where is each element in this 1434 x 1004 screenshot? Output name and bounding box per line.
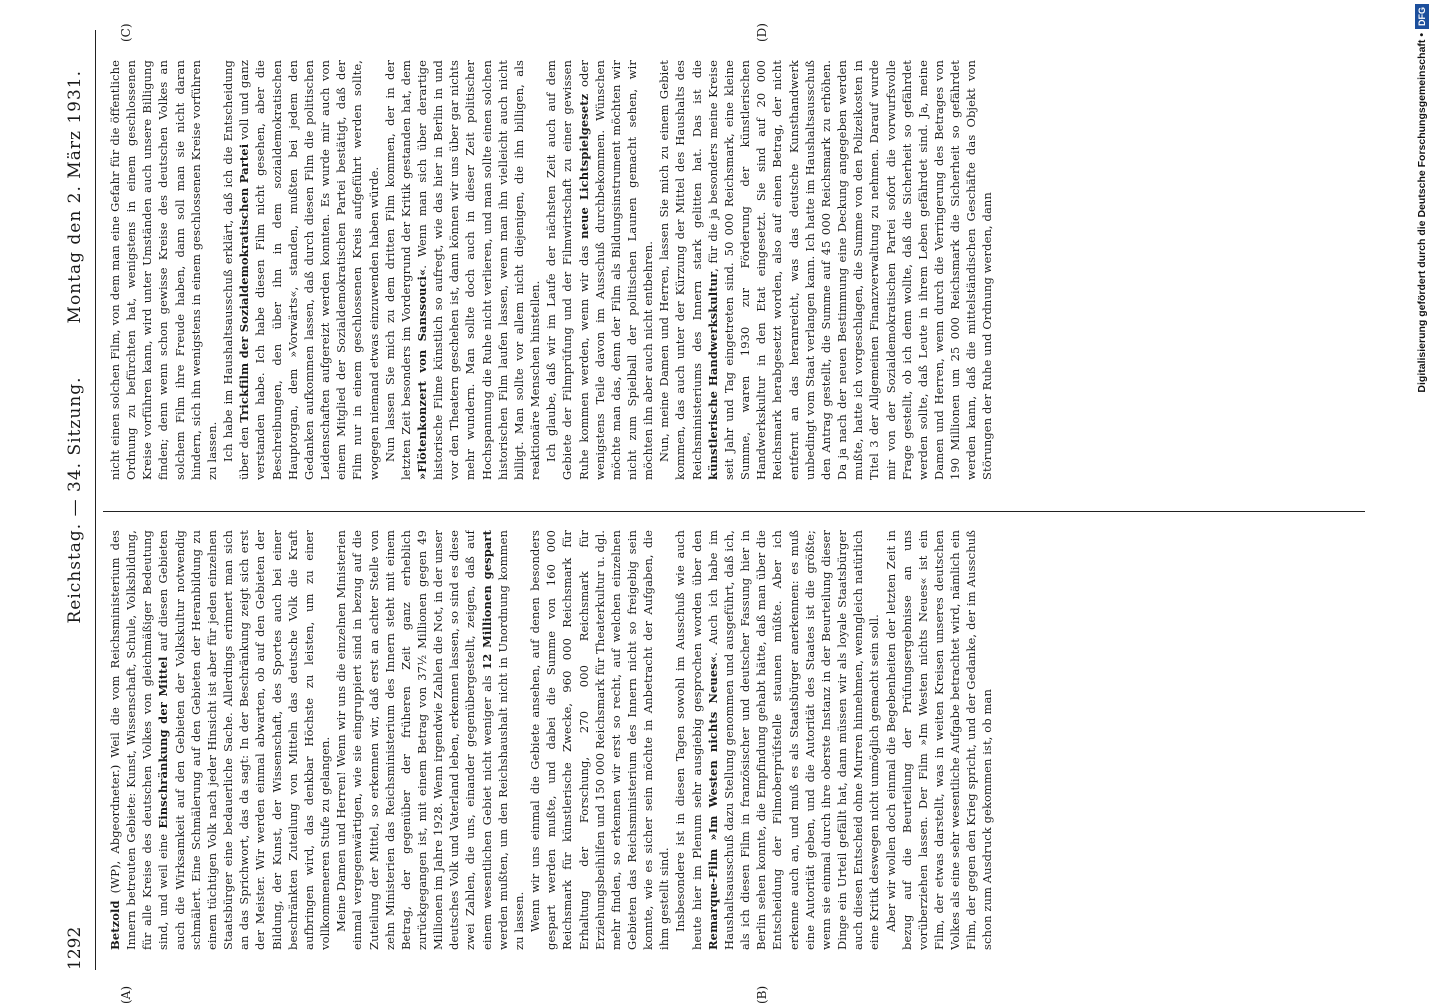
- paragraph-text: Ich glaube, daß wir im Laufe der nächsten Zeit auch auf dem Gebiete der Filmprüfung und der Filmwirtschaft zu einer gewissen Ruhe kommen werden, wenn wir das: [544, 60, 591, 480]
- paragraph: nicht einen solchen Film, von dem man eine Gefahr für die öffentliche Ordnung zu befürchten hat, wenigstens in einem geschlossenen Kreise vorführen kann, wird unter Umständen auch unsere Billigung finden; denn wenn schon gewisse Kreise des deutschen Volkes an solchem Film ihre Freude haben, dann soll man sie nicht daran hindern, sich ihn wenigstens in einem geschlossenen Kreise vorführen zu lassen.: [108, 60, 219, 480]
- emphasis: Einschränkung der Mittel: [156, 656, 171, 829]
- paragraph-text: auf diesen Gebieten auch die Wirksamkeit auf den Gebieten der Volkskultur notwendig schmälert. Eine Schmälerung auf den Gebieten der Heranbildung zu einem tüchtigen Volk nach jeder Hinsicht ist aber für jeden einzelnen Staatsbürger eine bedauerliche Sache. Allerdings erinnert man sich an das Sprichwort, das da sagt: In der Beschränkung zeigt sich erst der Meister. Wir werden einmal abwarten, ob auf den Gebieten der Bildung, der Kunst, der Wissenschaft, des Sportes auch bei einer beschränkten Zuteilung von Mitteln das deutsche Volk die Kraft aufbringen wird, das denkbar Höchste zu leisten, um zu einer vollkommeneren Stufe zu gelangen.: [156, 530, 333, 950]
- emphasis: künstlerische Handwerkskultur: [705, 271, 720, 480]
- page-number: 1292: [65, 926, 85, 970]
- paragraph-text: Nun lassen Sie mich zu dem dritten Film kommen, der in der letzten Zeit besonders im Vordergrund der Kritik gestanden hat, dem: [382, 60, 413, 480]
- paragraph-text: werden mußten, um den Reichshaushalt nicht in Unordnung kommen zu lassen.: [495, 530, 526, 950]
- credit-text: [1412, 4, 1432, 994]
- margin-marker-b: (B): [755, 985, 769, 1004]
- margin-marker-c: (C): [119, 23, 133, 42]
- paragraph-text: oder wenigstens Teile davon im Ausschuß durchbekommen. Wünschen möchte man das, denn der Film als Bildungsinstrument möchten wir nicht zum Spielball der politischen Launen gemacht sehen, wir möchten ihn aber auch nicht entbehren.: [576, 60, 656, 480]
- page-header: [55, 30, 96, 970]
- paragraph: [656, 60, 995, 480]
- paragraph-text: Insbesondere ist in diesen Tagen sowohl im Ausschuß wie auch heute hier im Plenum sehr ausgiebig gesprochen worden über den: [673, 530, 704, 950]
- paragraph: [107, 530, 333, 950]
- paragraph-text: , für die ja besonders meine Kreise seit Jahr und Tag eingetreten sind. 50 000 Reichsmark, eine kleine Summe, waren 1930 zur Förderung der künstlerischen Handwerkskultur in den Etat eingesetzt. Sie sind auf 20 000 Reichsmark herabgesetzt worden, also auf einen Betrag, der nicht entfernt an das heranreicht, was das deutsche Kunsthandwerk unbedingt vom Staat verlangen kann. Ich hatte im Haushaltsausschuß den Antrag gestellt, die Summe auf 45 000 Reichsmark zu erhöhen. Da ja nach der neuen Bestimmung eine Deckung angegeben werden mußte, hatte ich vorgeschlagen, die Summe von den Polizeikosten in Titel 3 der Allgemeinen Finanzverwaltung zu nehmen. Darauf wurde mir von der Sozialdemokratischen Partei sofort die vorwurfsvolle Frage gestellt, ob ich denn wollte, daß die Sicherheit so gefährdet werden sollte, daß Leute in ihrem Leben gefährdet sind. Ja, meine Damen und Herren, wenn durch die Verringerung des Betrages von 190 Millionen um 25 000 Reichsmark die Sicherheit so gefährdet werden kann, daß die mittelständischen Geschäfte das Objekt von Störungen der Ruhe und Ordnung werden, dann: [705, 60, 995, 480]
- session-date: Montag den 2. März 1931.: [65, 70, 85, 324]
- emphasis: 12 Millionen gespart: [479, 530, 494, 670]
- paragraph-text: Nun, meine Damen und Herren, lassen Sie mich zu einem Gebiet kommen, das auch unter der Kürzung der Mittel des Haushalts des Reichsministeriums des Innern stark gelitten hat. Das ist die: [657, 60, 704, 480]
- paragraph: Wenn wir uns einmal die Gebiete ansehen, auf denen besonders gespart werden mußte, und dabei die Summe von 160 000 Reichsmark für künstlerische Zwecke, 960 000 Reichsmark für Erhaltung der Forschung, 270 000 Reichsmark für Erziehungsbeihilfen und 150 000 Reichsmark für Theaterkultur u. dgl. mehr finden, so erkennen wir erst so recht, auf welchen einzelnen Gebieten das Reichsministerium des Innern nicht so freigebig sein konnte, wie es sicher sein möchte in Anbetracht der Aufgaben, die ihm gestellt sind.: [528, 530, 672, 950]
- document-page: [55, 23, 1375, 1004]
- running-title: Reichstag. — 34. Sitzung.: [65, 376, 85, 624]
- left-column: [107, 530, 1357, 950]
- paragraph-text: Ich habe im Haushaltsausschuß erklärt, daß ich die Entscheidung über den: [221, 60, 252, 480]
- dfg-logo: DFG: [1415, 4, 1429, 29]
- emphasis: Remarque-Film »Im Westen nichts Neues«: [705, 655, 720, 950]
- paragraph: [333, 530, 527, 950]
- speaker-name: Betzold: [108, 900, 122, 950]
- column-divider: [103, 511, 1365, 512]
- paragraph: [220, 60, 382, 480]
- paragraph: [672, 530, 882, 950]
- credit-label: Digitalisierung gefördert durch die Deutsche Forschungsgemeinschaft •: [1416, 33, 1428, 393]
- digitization-credit: [1410, 4, 1430, 994]
- emphasis: »Flötenkonzert von Sanssouci«: [414, 268, 429, 480]
- paragraph: [543, 60, 656, 480]
- paragraph-text: . Auch ich habe im Haushaltsausschuß dazu Stellung genommen und ausgeführt, daß ich, als ich diesen Film in französischer und deutscher Fassung hier in Berlin sehen konnte, die Empfindung gehabt hätte, daß man über die Entscheidung der Filmoberprüfstelle staunen müßte. Aber ich erkenne auch an, und muß es als Staatsbürger anerkennen: es muß eine Autorität geben, und die Autorität des Staates ist die größte; wenn sie einmal durch ihre oberste Instanz in der Beurteilung dieser Dinge ein Urteil gefällt hat, dann müssen wir als loyale Staatsbürger auch diesen Entscheid ohne Murren hinnehmen, wenngleich natürlich eine Kritik deswegen nicht unmöglich gemacht sein soll.: [705, 530, 882, 950]
- emphasis: Trickfilm der Sozialdemokratischen Partei: [237, 143, 252, 423]
- emphasis: neue Lichtspielgesetz: [576, 93, 591, 239]
- right-column: [107, 60, 1357, 480]
- paragraph-text: voll und ganz verstanden habe. Ich habe diesen Film nicht gesehen, aber die Beschreibungen, den über ihn in dem sozialdemokratischen Hauptorgan, dem »Vorwärts«, standen, mußten bei jedem den Gedanken aufkommen lassen, daß durch diesen Film die politischen Leidenschaften aufgereizt werden konnten. Es wurde mir auch von einem Mitglied der Sozialdemokratischen Partei bestätigt, daß der Film nur in einem geschlossenen Kreis aufgeführt werden sollte, wogegen niemand etwas einzuwenden haben würde.: [237, 60, 381, 480]
- margin-marker-d: (D): [755, 23, 769, 42]
- paragraph: [382, 60, 544, 480]
- paragraph-text: Meine Damen und Herren! Wenn wir uns die einzelnen Ministerien einmal vergegenwärtigen, wie sie eingruppiert sind in bezug auf die Zuteilung der Mittel, so erkennen wir, daß erst an achter Stelle von zehn Ministerien das Reichsministerium des Innern steht mit einem Betrag, der gegenüber der früheren Zeit ganz erheblich zurückgegangen ist, mit einem Betrag von 37½ Millionen gegen 49 Millionen im Jahre 1928. Wenn irgendwie Zahlen die Not, in der unser deutsches Volk und Vaterland leben, erkennen lassen, so sind es diese zwei Zahlen, die uns, einander gegenübergestellt, zeigen, daß auf einem wesentlichen Gebiet nicht weniger als: [334, 530, 494, 950]
- paragraph-text: (WP), Abgeordneter.) Weil die vom Reichsministerium des Innern betreuten Gebiete: Kunst, Wissenschaft, Schule, Volksbildung, für alle Kreise des deutschen Volkes von gleichmäßiger Bedeutung sind, und weil eine: [108, 530, 171, 950]
- margin-marker-a: (A): [119, 985, 133, 1004]
- paragraph-text: . Wenn man sich über derartige historische Filme künstlich so aufregt, wie das hier in Berlin in und vor den Theatern geschehen ist, dann können wir uns über gar nichts mehr wundern. Man sollte doch auch in dieser Zeit politischer Hochspannung die Ruhe nicht verlieren, und man sollte einen solchen historischen Film laufen lassen, wenn man ihn vielleicht auch nicht billigt. Man sollte vor allem nicht diejenigen, die ihn billigen, als reaktionäre Menschen hinstellen.: [414, 60, 543, 480]
- paragraph: Aber wir wollen doch einmal die Begebenheiten der letzten Zeit in bezug auf die Beurteilung der Prüfungsergebnisse an uns vorüberziehen lassen. Der Film »Im Westen nichts Neues« ist ein Film, der etwas darstellt, was in weiten Kreisen unseres deutschen Volkes als eine sehr wesentliche Aufgabe betrachtet wird, nämlich ein Film, der gegen den Krieg spricht, und der Gedanke, der im Ausschuß schon zum Ausdruck gekommen ist, ob man: [883, 530, 995, 950]
